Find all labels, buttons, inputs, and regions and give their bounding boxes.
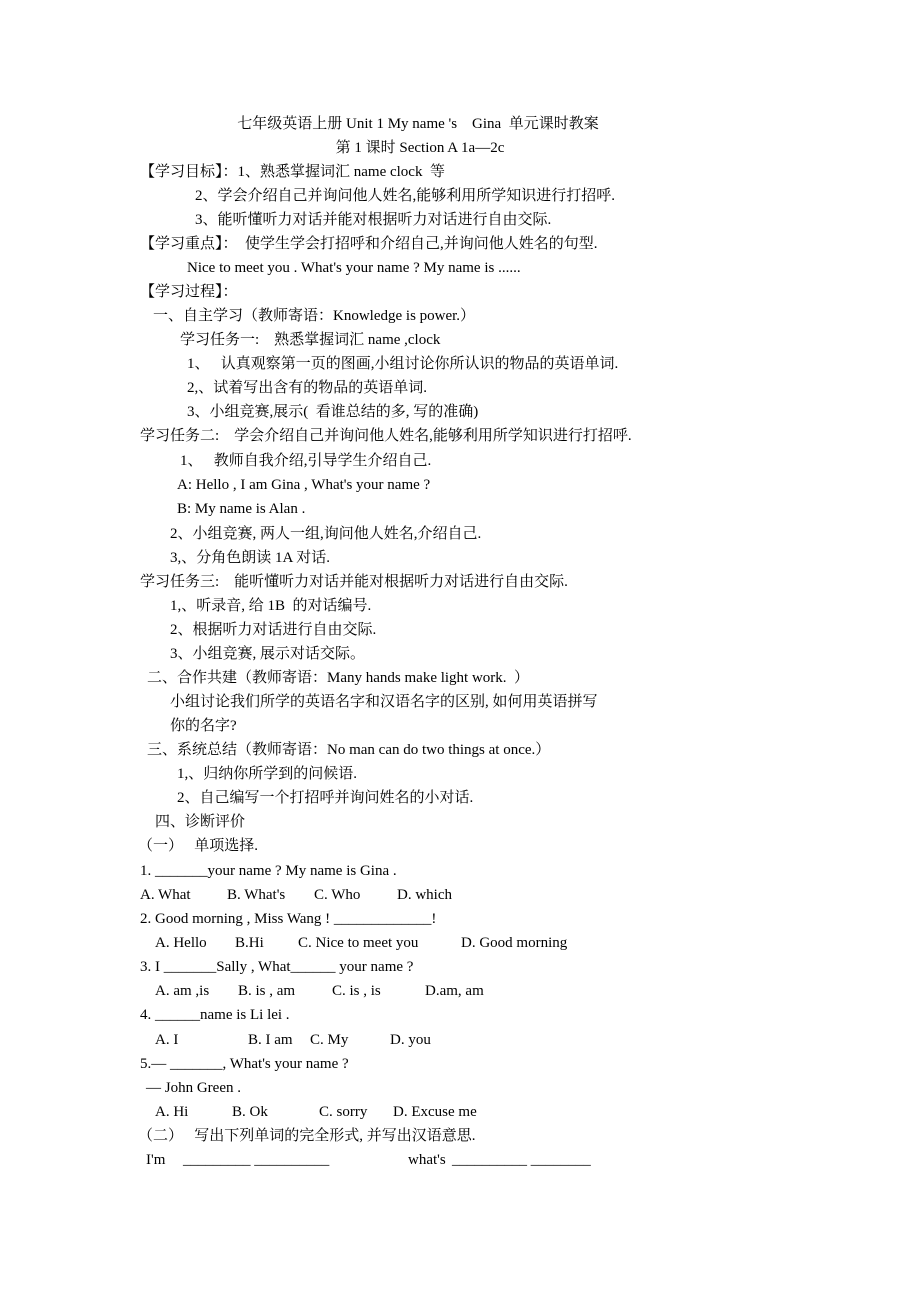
question-5-reply: — John Green . xyxy=(146,1080,241,1096)
q2-option-d: D. Good morning xyxy=(461,935,568,951)
lesson-subtitle: 第 1 课时 Section A 1a—2c xyxy=(335,140,505,156)
section-4-heading: 四、诊断评价 xyxy=(155,814,246,830)
q5-option-d: D. Excuse me xyxy=(393,1104,477,1120)
q3-option-c: C. is , is xyxy=(332,983,381,999)
q4-option-a: A. I xyxy=(155,1032,179,1048)
q4-option-b: B. I am xyxy=(248,1032,293,1048)
process-label: 【学习过程】： xyxy=(140,284,238,300)
task-1-step-3: 3、小组竞赛,展示( 看谁总结的多, 写的准确) xyxy=(187,404,479,420)
question-3: 3. I _______Sally , What______ your name ? xyxy=(140,959,414,975)
goal-1: 【学习目标】：1、熟悉掌握词汇 name clock 等 xyxy=(140,164,445,180)
document-title: 七年级英语上册 Unit 1 My name 's Gina 单元课时教案 xyxy=(237,116,599,132)
section-2-text-b: 你的名字? xyxy=(170,718,237,734)
goal-2: 2、学会介绍自己并询问他人姓名,能够利用所学知识进行打招呼. xyxy=(195,188,616,204)
q5-option-a: A. Hi xyxy=(155,1104,189,1120)
dialogue-line-a: A: Hello , I am Gina , What's your name ? xyxy=(177,477,431,493)
q2-option-c: C. Nice to meet you xyxy=(298,935,419,951)
question-1: 1. _______your name ? My name is Gina . xyxy=(140,863,397,879)
q4-option-c: C. My xyxy=(310,1032,349,1048)
q5-option-c: C. sorry xyxy=(319,1104,368,1120)
word-im: I'm xyxy=(146,1152,166,1168)
task-2-heading: 学习任务二: 学会介绍自己并询问他人姓名,能够利用所学知识进行打招呼. xyxy=(140,428,632,444)
task-2-step-1: 1、 教师自我介绍,引导学生介绍自己. xyxy=(180,453,432,469)
q1-option-d: D. which xyxy=(397,887,452,903)
dialogue-line-b: B: My name is Alan . xyxy=(177,501,306,517)
question-4: 4. ______name is Li lei . xyxy=(140,1007,290,1023)
question-5: 5.— _______, What's your name ? xyxy=(140,1056,349,1072)
q1-option-c: C. Who xyxy=(314,887,361,903)
section-3-step-1: 1,、归纳你所学到的问候语. xyxy=(177,766,358,782)
q1-option-b: B. What's xyxy=(227,887,286,903)
q1-option-a: A. What xyxy=(140,887,191,903)
q2-option-a: A. Hello xyxy=(155,935,207,951)
section-3-step-2: 2、自己编写一个打招呼并询问姓名的小对话. xyxy=(177,790,474,806)
task-1-heading: 学习任务一: 熟悉掌握词汇 name ,clock xyxy=(180,332,441,348)
word-whats-blanks: __________ ________ xyxy=(452,1152,591,1168)
q5-option-b: B. Ok xyxy=(232,1104,268,1120)
q3-option-d: D.am, am xyxy=(425,983,484,999)
focus-sentences: Nice to meet you . What's your name ? My name is ...... xyxy=(187,260,521,276)
section-1-heading: 一、自主学习（教师寄语：Knowledge is power.） xyxy=(153,308,476,324)
q3-option-a: A. am ,is xyxy=(155,983,210,999)
quiz-part-2-heading: （二） 写出下列单词的完全形式, 并写出汉语意思. xyxy=(138,1128,476,1144)
q4-option-d: D. you xyxy=(390,1032,431,1048)
q3-option-b: B. is , am xyxy=(238,983,296,999)
goal-3: 3、能听懂听力对话并能对根据听力对话进行自由交际. xyxy=(195,212,552,228)
question-2: 2. Good morning , Miss Wang ! _____________! xyxy=(140,911,437,927)
task-3-step-1: 1,、听录音, 给 1B 的对话编号. xyxy=(170,598,372,614)
task-1-step-2: 2,、试着写出含有的物品的英语单词. xyxy=(187,380,428,396)
word-im-blanks: _________ __________ xyxy=(183,1152,330,1168)
q2-option-b: B.Hi xyxy=(235,935,264,951)
task-3-step-3: 3、小组竞赛, 展示对话交际。 xyxy=(170,646,366,662)
task-2-step-3: 3,、分角色朗读 1A 对话. xyxy=(170,550,331,566)
task-3-step-2: 2、根据听力对话进行自由交际. xyxy=(170,622,377,638)
section-2-heading: 二、合作共建（教师寄语：Many hands make light work. ） xyxy=(147,670,530,686)
word-whats: what's xyxy=(408,1152,446,1168)
quiz-part-1-heading: （一） 单项选择. xyxy=(138,838,259,854)
task-2-step-2: 2、小组竞赛, 两人一组,询问他人姓名,介绍自己. xyxy=(170,526,482,542)
section-3-heading: 三、系统总结（教师寄语：No man can do two things at once.） xyxy=(147,742,551,758)
task-3-heading: 学习任务三: 能听懂听力对话并能对根据听力对话进行自由交际. xyxy=(140,574,568,590)
task-1-step-1: 1、 认真观察第一页的图画,小组讨论你所认识的物品的英语单词. xyxy=(187,356,619,372)
focus-label: 【学习重点】： 使学生学会打招呼和介绍自己,并询问他人姓名的句型. xyxy=(140,236,598,252)
section-2-text-a: 小组讨论我们所学的英语名字和汉语名字的区别, 如何用英语拼写 xyxy=(170,694,598,710)
